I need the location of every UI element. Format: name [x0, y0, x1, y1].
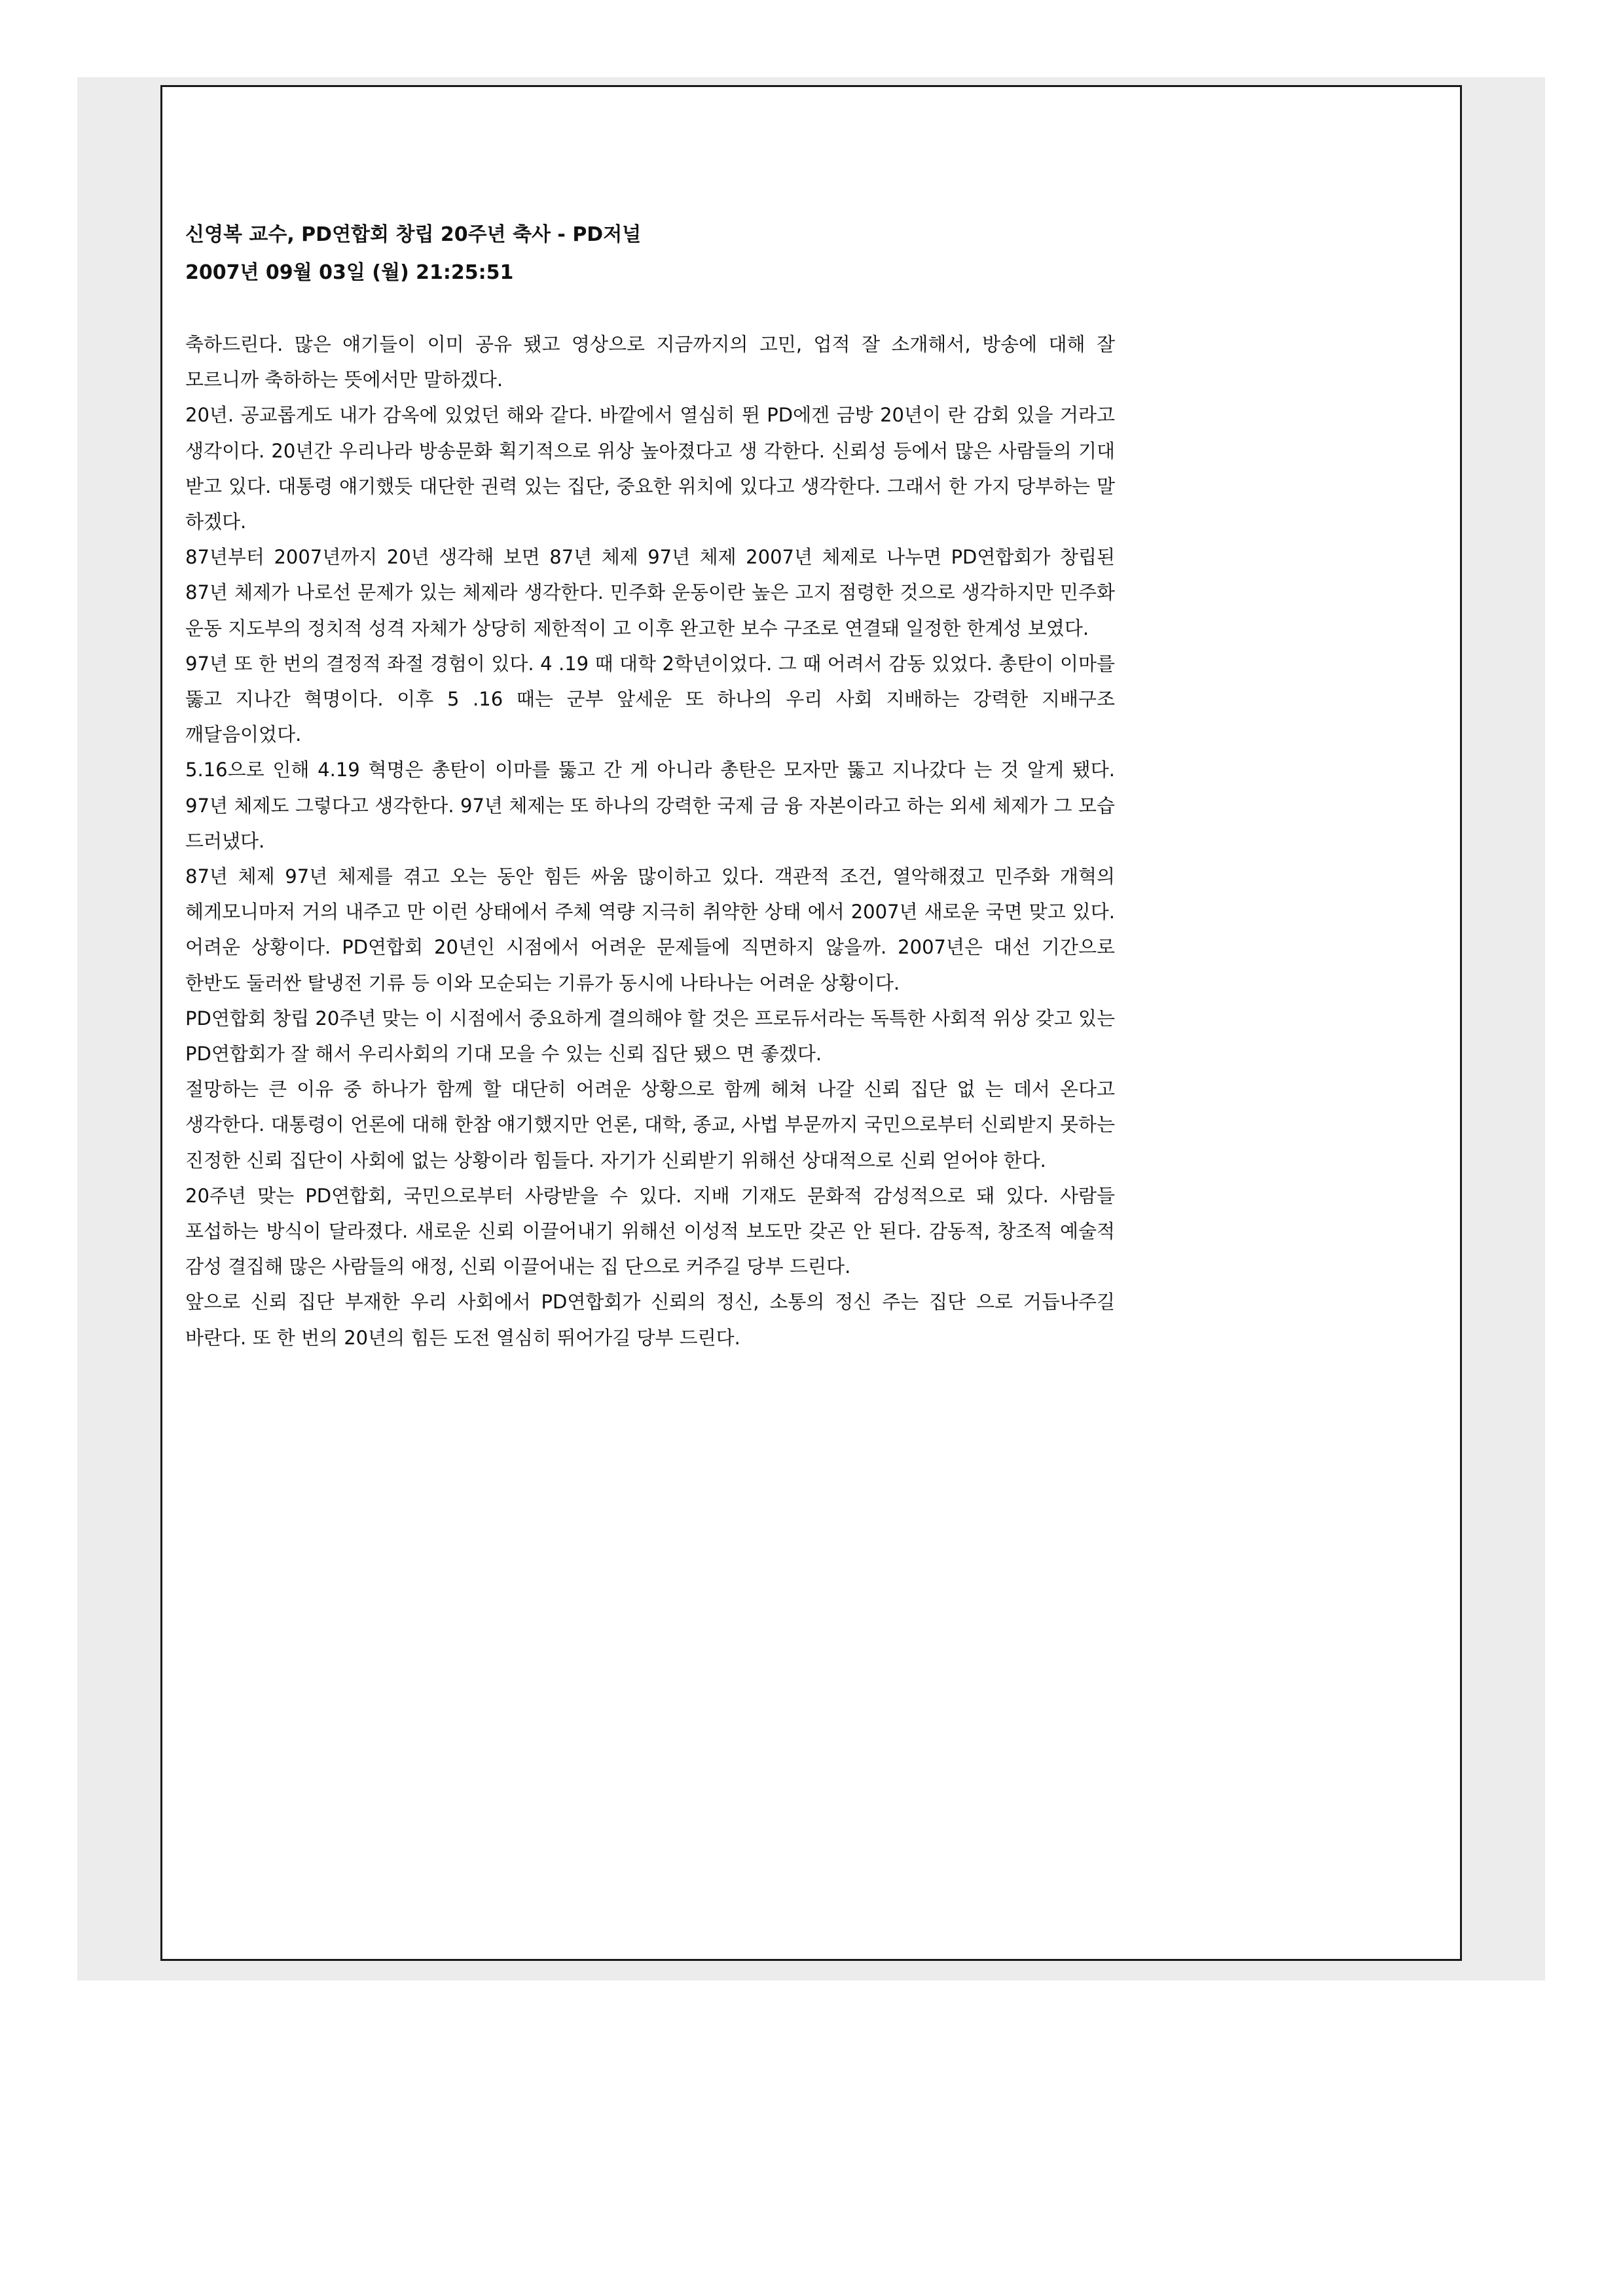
article-paragraph: 절망하는 큰 이유 중 하나가 함께 할 대단히 어려운 상황으로 함께 헤쳐 나갈 신뢰 집단 없 는 데서 온다고 생각한다. 대통령이 언론에 대해 한참 얘기했지만 언론, 대학, 종교, 사법 부문까지 국민으로부터 신뢰받지 못하는 진정한 신뢰 집단이 사회에 없는 상황이라 힘들다. 자기가 신뢰받기 위해선 상대적으로 신뢰 얻어야 한다.: [185, 1078, 1115, 1172]
article: [185, 216, 1115, 1355]
article-date: 2007년 09월 03일 (월) 21:25:51: [185, 261, 514, 284]
article-paragraph: 20년. 공교롭게도 내가 감옥에 있었던 해와 같다. 바깥에서 열심히 뛴 PD에겐 금방 20년이 란 감회 있을 거라고 생각이다. 20년간 우리나라 방송문화 획기적으로 위상 높아졌다고 생 각한다. 신뢰성 등에서 많은 사람들의 기대 받고 있다. 대통령 얘기했듯 대단한 권력 있는 집단, 중요한 위치에 있다고 생각한다. 그래서 한 가지 당부하는 말 하겠다.: [185, 404, 1115, 533]
article-body: [185, 327, 1115, 1355]
article-paragraph: 87년 체제 97년 체제를 겪고 오는 동안 힘든 싸움 많이하고 있다. 객관적 조건, 열악해졌고 민주화 개혁의 헤게모니마저 거의 내주고 만 이런 상태에서 주체 역량 지극히 취약한 상태 에서 2007년 새로운 국면 맞고 있다. 어려운 상황이다. PD연합회 20년인 시점에서 어려운 문제들에 직면하지 않을까. 2007년은 대선 기간으로 한반도 둘러싼 탈냉전 기류 등 이와 모순되는 기류가 동시에 나타나는 어려운 상황이다.: [185, 865, 1115, 994]
article-paragraph: 97년 또 한 번의 결정적 좌절 경험이 있다. 4 .19 때 대학 2학년이었다. 그 때 어려서 감동 있었다. 총탄이 이마를 뚫고 지나간 혁명이다. 이후 5 .16 때는 군부 앞세운 또 하나의 우리 사회 지배하는 강력한 지배구조 깨달음이었다.: [185, 652, 1115, 746]
article-paragraph: 87년부터 2007년까지 20년 생각해 보면 87년 체제 97년 체제 2007년 체제로 나누면 PD연합회가 창립된 87년 체제가 나로선 문제가 있는 체제라 생각한다. 민주화 운동이란 높은 고지 점령한 것으로 생각하지만 민주화 운동 지도부의 정치적 성격 자체가 상당히 제한적이 고 이후 완고한 보수 구조로 연결돼 일정한 한계성 보였다.: [185, 546, 1115, 639]
article-paragraph: 5.16으로 인해 4.19 혁명은 총탄이 이마를 뚫고 간 게 아니라 총탄은 모자만 뚫고 지나갔다 는 것 알게 됐다. 97년 체제도 그렇다고 생각한다. 97년 체제는 또 하나의 강력한 국제 금 융 자본이라고 하는 외세 체제가 그 모습 드러냈다.: [185, 759, 1115, 852]
article-paragraph: PD연합회 창립 20주년 맞는 이 시점에서 중요하게 결의해야 할 것은 프로듀서라는 독특한 사회적 위상 갖고 있는 PD연합회가 잘 해서 우리사회의 기대 모을 수 있는 신뢰 집단 됐으 면 좋겠다.: [185, 1007, 1115, 1066]
article-title: 신영복 교수, PD연합회 창립 20주년 축사 - PD저널: [185, 223, 642, 246]
article-paragraph: 20주년 맞는 PD연합회, 국민으로부터 사랑받을 수 있다. 지배 기재도 문화적 감성적으로 돼 있다. 사람들 포섭하는 방식이 달라졌다. 새로운 신뢰 이끌어내기 위해선 이성적 보도만 갖곤 안 된다. 감동적, 창조적 예술적 감성 결집해 많은 사람들의 애정, 신뢰 이끌어내는 집 단으로 커주길 당부 드린다.: [185, 1184, 1115, 1278]
article-paragraph: 앞으로 신뢰 집단 부재한 우리 사회에서 PD연합회가 신뢰의 정신, 소통의 정신 주는 집단 으로 거듭나주길 바란다. 또 한 번의 20년의 힘든 도전 열심히 뛰어가길 당부 드린다.: [185, 1291, 1115, 1349]
article-paragraph: 축하드린다. 많은 얘기들이 이미 공유 됐고 영상으로 지금까지의 고민, 업적 잘 소개해서, 방송에 대해 잘 모르니까 축하하는 뜻에서만 말하겠다.: [185, 333, 1115, 391]
